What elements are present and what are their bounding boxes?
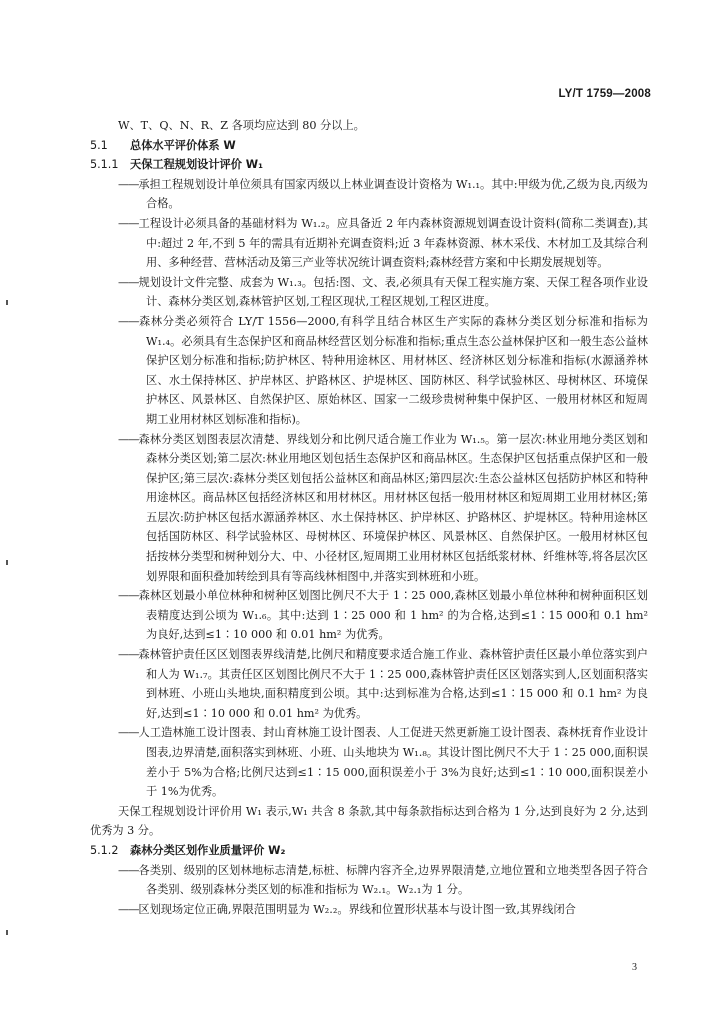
list-item: —— 森林区划最小单位林种和树种区划图比例尺不大于 1∶25 000,森林区划最小单位林种和树种面积区划表精度达到公顷为 W₁.₆。其中:达到 1∶25 000 和 1 hm² 的为合格,达到≤1∶15 000和 0.1 hm² 为良好,达到≤1∶10 000 和 0.01 hm² 为优秀。 <box>90 586 648 645</box>
section-heading-5-1 <box>90 136 648 156</box>
list-item: —— 规划设计文件完整、成套为 W₁.₃。包括:图、文、表,必须具有天保工程实施方案、天保工程各项作业设计、森林分类区划,森林管护区划,工程区现状,工程区规划,工程区进度。 <box>90 273 648 312</box>
list-item: —— 各类别、级别的区划林地标志清楚,标桩、标牌内容齐全,边界界限清楚,立地位置和立地类型各因子符合各类别、级别森林分类区划的标准和指标为 W₂.₁。W₂.₁为 1 分。 <box>90 861 648 900</box>
list-item: —— 人工造林施工设计图表、封山育林施工设计图表、人工促进天然更新施工设计图表、森林抚育作业设计图表,边界清楚,面积落实到林班、小班、山头地块为 W₁.₈。其设计图比例尺不大于 1∶25 000,面积误差小于 5%为合格;比例尺达到≤1∶15 000,面积误差小于 3%为良好;达到≤1∶10 000,面积误差小于 1%为优秀。 <box>90 723 648 801</box>
section-title: 总体水平评价体系 W <box>130 138 236 152</box>
list-item: —— 承担工程规划设计单位须具有国家丙级以上林业调查设计资格为 W₁.₁。其中:甲级为优,乙级为良,丙级为合格。 <box>90 175 648 214</box>
list-item: —— 区划现场定位正确,界限范围明显为 W₂.₂。界线和位置形状基本与设计图一致,其界线闭合 <box>90 900 648 920</box>
page-number: 3 <box>632 962 637 973</box>
section-title: 天保工程规划设计评价 W₁ <box>130 158 264 172</box>
scan-margin-mark <box>6 560 8 565</box>
list-item: —— 森林管护责任区区划图表界线清楚,比例尺和精度要求适合施工作业、森林管护责任区最小单位落实到户和人为 W₁.₇。其责任区区划图比例尺不大于 1∶25 000,森林管护责任区区划落实到人,区划面积落实到林班、小班山头地块,面积精度到公顷。其中:达到标准为合格,达到≤1∶15 000 和 0.1 hm² 为良好,达到≤1∶10 000 和 0.01 hm² 为优秀。 <box>90 645 648 723</box>
list-item: —— 工程设计必须具备的基础材料为 W₁.₂。应具备近 2 年内森林资源规划调查设计资料(简称二类调查),其中:超过 2 年,不到 5 年的需具有近期补充调查资料;近 3 年森林资源、林木采伐、木材加工及其综合利用、多种经营、营林活动及第三产业等状况统计调查资料;森林经营方案和中长期发展规划等。 <box>90 214 648 273</box>
scan-margin-mark <box>6 300 8 305</box>
section-heading-5-1-2 <box>90 841 648 861</box>
document-body <box>90 116 648 919</box>
list-item: —— 森林分类区划图表层次清楚、界线划分和比例尺适合施工作业为 W₁.₅。第一层次:林业用地分类区划和森林分类区划;第二层次:林业用地区划包括生态保护区和商品林区。生态保护区包括重点保护区和一般保护区;第三层次:森林分类区划包括公益林区和商品林区;第四层次:生态公益林区包括防护林区和特种用途林区。商品林区包括经济林区和用材林区。用材林区包括一般用材林区和短周期工业用材林区;第五层次:防护林区包括水源涵养林区、水土保持林区、护岸林区、护路林区、护堤林区。特种用途林区包括国防林区、科学试验林区、母树林区、环境保护林区、风景林区、自然保护区。一般用材林区包括按林分类型和树种划分大、中、小径材区,短周期工业用材林区包括纸浆材林、纤维林等,将各层次区划界限和面积叠加转绘到具有等高线林相图中,并落实到林班和小班。 <box>90 430 648 587</box>
section-number: 5.1 <box>90 138 108 152</box>
list-item: —— 森林分类必须符合 LY/T 1556—2000,有科学且结合林区生产实际的森林分类区划分标准和指标为 W₁.₄。必须具有生态保护区和商品林经营区划分标准和指标;重点生态公益林保护区和一般生态公益林保护区划分标准和指标;防护林区、特种用途林区、用材林区、经济林区划分标准和指标(水源涵养林区、水土保持林区、护岸林区、护路林区、护堤林区、国防林区、科学试验林区、母树林区、环境保护林区、风景林区、自然保护区、原始林区、国家一二级珍贵树种集中保护区、一般用材林区和短周期工业用材林区划标准和指标)。 <box>90 312 648 430</box>
section-heading-5-1-1 <box>90 155 648 175</box>
section-number: 5.1.2 <box>90 843 119 857</box>
section-number: 5.1.1 <box>90 158 119 172</box>
section-title: 森林分类区划作业质量评价 W₂ <box>130 843 286 857</box>
summary-paragraph: 天保工程规划设计评价用 W₁ 表示,W₁ 共含 8 条款,其中每条款指标达到合格为 1 分,达到良好为 2 分,达到优秀为 3 分。 <box>90 804 648 838</box>
scan-margin-mark <box>6 930 8 935</box>
intro-paragraph: W、T、Q、N、R、Z 各项均应达到 80 分以上。 <box>118 119 365 132</box>
standard-code-header: LY/T 1759—2008 <box>558 88 651 100</box>
